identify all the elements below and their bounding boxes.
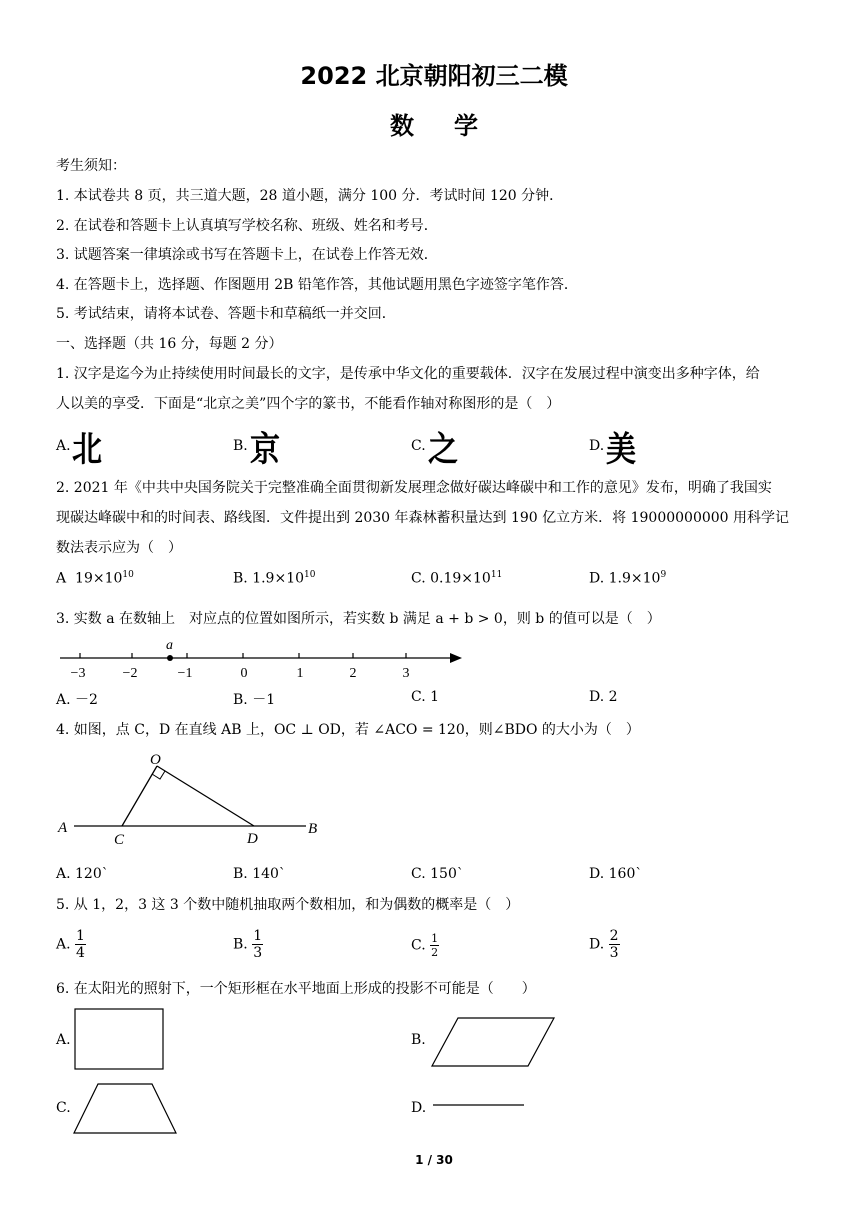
option-label: B. bbox=[233, 570, 248, 587]
denominator: 4 bbox=[76, 945, 85, 961]
notice-item: 5. 考试结束，请将本试卷、答题卡和草稿纸一并交回． bbox=[56, 306, 396, 322]
option-value: 150` bbox=[430, 866, 464, 882]
q1-option-b-label: B. bbox=[233, 438, 248, 454]
number-line-arrow bbox=[450, 653, 462, 663]
tick-label: −3 bbox=[70, 666, 86, 681]
option-value: 1.9×10 bbox=[252, 570, 305, 587]
point-b-label: B bbox=[308, 821, 318, 837]
point-d-label: D bbox=[247, 831, 258, 847]
page-title: 2022 北京朝阳初三二模 bbox=[300, 62, 568, 90]
question-2-line1: 2. 2021 年《中共中央国务院关于完整准确全面贯彻新发展理念做好碳达峰碳中和工作的意见》发布，明确了我国实 bbox=[56, 480, 772, 496]
option-label: D. bbox=[589, 570, 605, 587]
option-value: 1.9×10 bbox=[608, 570, 661, 587]
segment-oc bbox=[122, 766, 157, 826]
option-value: 140` bbox=[252, 866, 286, 882]
denominator: 3 bbox=[609, 945, 619, 961]
subject-title: 数学 bbox=[390, 112, 518, 140]
q6-option-c-label: C. bbox=[56, 1100, 71, 1116]
question-5-stem: 5. 从 1，2，3 这 3 个数中随机抽取两个数相加，和为偶数的概率是（ ） bbox=[56, 897, 520, 913]
tick-label: 0 bbox=[240, 666, 248, 681]
q4-option-a bbox=[56, 866, 109, 882]
q3-option-d bbox=[589, 689, 618, 705]
notice-item: 4. 在答题卡上，选择题、作图题用 2B 铅笔作答，其他试题用黑色字迹签字笔作答． bbox=[56, 277, 578, 293]
option-label: D. bbox=[589, 689, 605, 705]
point-o-label: O bbox=[150, 752, 161, 768]
number-line-figure bbox=[56, 634, 476, 684]
rectangle-shape bbox=[74, 1008, 166, 1072]
seal-glyph: 之 bbox=[428, 429, 458, 471]
q1-option-a-label: A. bbox=[56, 438, 71, 454]
option-label: A. bbox=[56, 936, 71, 953]
option-exponent: 11 bbox=[490, 570, 503, 580]
parallelogram-outline bbox=[432, 1018, 554, 1066]
numerator: 2 bbox=[609, 928, 619, 944]
fraction bbox=[252, 928, 263, 961]
question-4-stem: 4. 如图，点 C，D 在直线 AB 上，OC ⊥ OD，若 ∠ACO = 120，则∠BDO 的大小为（ ） bbox=[56, 722, 640, 738]
option-value: 1 bbox=[430, 689, 440, 705]
q3-option-b bbox=[233, 689, 275, 709]
trapezoid-outline bbox=[74, 1084, 176, 1133]
notice-item: 3. 试题答案一律填涂或书写在答题卡上，在试卷上作答无效． bbox=[56, 247, 438, 263]
q4-option-d bbox=[589, 866, 642, 882]
fraction bbox=[609, 928, 620, 961]
tick-label: −1 bbox=[177, 666, 193, 681]
option-value: －1 bbox=[252, 692, 276, 708]
option-value: 160` bbox=[608, 866, 643, 882]
page-number: 1 / 30 bbox=[415, 1153, 453, 1167]
segment-od bbox=[157, 766, 254, 826]
point-a bbox=[167, 655, 173, 661]
option-exponent: 9 bbox=[660, 570, 667, 580]
q6-option-d-label: D. bbox=[411, 1100, 427, 1116]
section-heading: 一、选择题（共 16 分，每题 2 分） bbox=[56, 336, 283, 352]
q3-option-a bbox=[56, 689, 98, 709]
option-exponent: 10 bbox=[122, 570, 134, 580]
q4-option-b bbox=[233, 866, 286, 882]
q6-option-a-label: A. bbox=[56, 1032, 71, 1048]
question-6-stem: 6. 在太阳光的照射下，一个矩形框在水平地面上形成的投影不可能是（ ） bbox=[56, 981, 536, 997]
option-value: 2 bbox=[608, 689, 618, 705]
point-a-label: A bbox=[58, 820, 68, 836]
numerator: 1 bbox=[253, 928, 263, 944]
option-label: B. bbox=[233, 692, 248, 708]
seal-glyph: 北 bbox=[72, 429, 102, 471]
seal-glyph: 美 bbox=[606, 429, 636, 471]
option-label: C. bbox=[411, 866, 426, 882]
q1-option-a-seal-glyph bbox=[72, 424, 102, 471]
option-label: A bbox=[56, 570, 67, 587]
option-label: C. bbox=[411, 689, 426, 705]
q1-option-c-label: C. bbox=[411, 438, 426, 454]
rectangle-outline bbox=[75, 1009, 163, 1069]
option-value: 19×10 bbox=[75, 570, 123, 587]
option-label: C. bbox=[411, 570, 426, 587]
option-label: D. bbox=[589, 866, 605, 882]
notice-item: 2. 在试卷和答题卡上认真填写学校名称、班级、姓名和考号． bbox=[56, 218, 438, 234]
option-value: －2 bbox=[75, 692, 98, 708]
fraction bbox=[430, 932, 439, 959]
tick-label: 1 bbox=[296, 666, 304, 681]
q1-option-d-label: D. bbox=[589, 438, 605, 454]
option-label: C. bbox=[411, 937, 426, 954]
q2-option-a bbox=[56, 570, 134, 587]
option-label: D. bbox=[589, 936, 605, 953]
question-1-line1: 1. 汉字是迄今为止持续使用时间最长的文字，是传承中华文化的重要载体．汉字在发展过程中演变出多种字体，给 bbox=[56, 366, 760, 382]
q6-option-b-label: B. bbox=[411, 1032, 426, 1048]
option-value: 120` bbox=[75, 866, 109, 882]
q1-option-d-seal-glyph bbox=[606, 424, 636, 471]
q2-option-d bbox=[589, 570, 666, 587]
tick-label: 3 bbox=[402, 666, 410, 681]
option-label: A. bbox=[56, 692, 71, 708]
q4-option-c bbox=[411, 866, 464, 882]
q2-option-b bbox=[233, 570, 315, 587]
question-2-line3: 数法表示应为（ ） bbox=[56, 540, 182, 556]
q5-option-c bbox=[411, 932, 439, 959]
notice-item: 1. 本试卷共 8 页，共三道大题，28 道小题，满分 100 分．考试时间 120 分钟． bbox=[56, 188, 564, 204]
denominator: 3 bbox=[253, 945, 263, 961]
parallelogram-shape bbox=[430, 1016, 558, 1068]
q3-option-c bbox=[411, 689, 439, 705]
option-label: B. bbox=[233, 936, 248, 953]
notice-heading: 考生须知： bbox=[56, 158, 126, 174]
option-exponent: 10 bbox=[304, 570, 316, 580]
seal-glyph: 京 bbox=[250, 429, 280, 471]
question-3-stem: 3. 实数 a 在数轴上 对应点的位置如图所示，若实数 b 满足 a + b > 0，则 b 的值可以是（ ） bbox=[56, 611, 661, 627]
q1-option-b-seal-glyph bbox=[250, 424, 280, 471]
question-2-line2: 现碳达峰碳中和的时间表、路线图．文件提出到 2030 年森林蓄积量达到 190 亿立方米．将 19000000000 用科学记 bbox=[56, 510, 790, 526]
tick-label: 2 bbox=[349, 666, 357, 681]
question-1-line2: 人以美的享受．下面是“北京之美”四个字的篆书，不能看作轴对称图形的是（ ） bbox=[56, 396, 561, 412]
option-value: 0.19×10 bbox=[430, 570, 491, 587]
fraction bbox=[75, 928, 86, 961]
trapezoid-shape bbox=[72, 1082, 180, 1136]
tick-label: −2 bbox=[122, 666, 138, 681]
point-c-label: C bbox=[114, 832, 125, 848]
denominator: 2 bbox=[431, 946, 439, 959]
q2-option-c bbox=[411, 570, 502, 587]
option-label: A. bbox=[56, 866, 71, 882]
q5-option-a bbox=[56, 928, 86, 961]
triangle-figure bbox=[56, 748, 336, 850]
line-segment-shape bbox=[432, 1102, 526, 1108]
q5-option-b bbox=[233, 928, 263, 961]
q1-option-c-seal-glyph bbox=[428, 424, 458, 471]
numerator: 1 bbox=[431, 932, 439, 945]
q5-option-d bbox=[589, 928, 620, 961]
numerator: 1 bbox=[76, 928, 85, 944]
option-label: B. bbox=[233, 866, 248, 882]
point-a-label: a bbox=[166, 638, 173, 653]
